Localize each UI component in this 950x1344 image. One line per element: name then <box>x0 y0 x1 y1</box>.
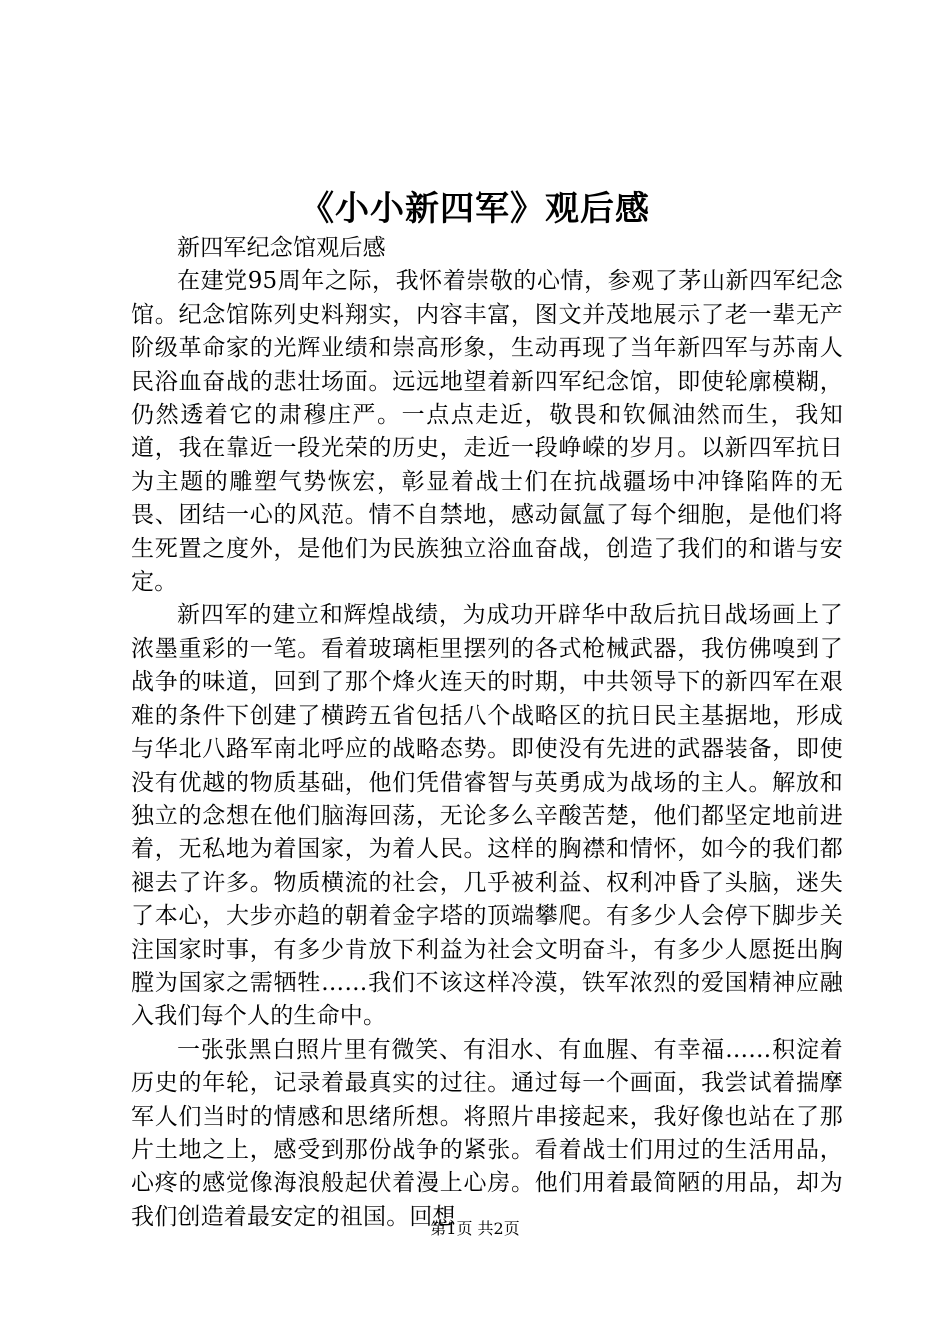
paragraph: 一张张黑白照片里有微笑、有泪水、有血腥、有幸福……积淀着历史的年轮，记录着最真实的过往。通过每一个画面，我尝试着揣摩军人们当时的情感和思绪所想。将照片串接起来，我好像也站在了那片土地之上，感受到那份战争的紧张。看着战士们用过的生活用品，心疼的感觉像海浪般起伏着漫上心房。他们用着最简陋的用品，却为我们创造着最安定的祖国。回想 <box>131 1036 843 1230</box>
document-title: 《小小新四军》观后感 <box>300 189 650 229</box>
page-number-footer: 第1页 共2页 <box>430 1219 520 1238</box>
document-body <box>131 232 843 1234</box>
paragraph: 新四军的建立和辉煌战绩，为成功开辟华中敌后抗日战场画上了浓墨重彩的一笔。看着玻璃柜里摆列的各式枪械武器，我仿佛嗅到了战争的味道，回到了那个烽火连天的时期，中共领导下的新四军在艰难的条件下创建了横跨五省包括八个战略区的抗日民主基据地，形成与华北八路军南北呼应的战略态势。即使没有先进的武器装备，即使没有优越的物质基础，他们凭借睿智与英勇成为战场的主人。解放和独立的念想在他们脑海回荡，无论多么辛酸苦楚，他们都坚定地前进着，无私地为着国家，为着人民。这样的胸襟和情怀，如今的我们都褪去了许多。物质横流的社会，几乎被利益、权利冲昏了头脑，迷失了本心，大步亦趋的朝着金字塔的顶端攀爬。有多少人会停下脚步关注国家时事，有多少肯放下利益为社会文明奋斗，有多少人愿挺出胸膛为国家之需牺牲……我们不该这样冷漠，铁军浓烈的爱国精神应融入我们每个人的生命中。 <box>131 602 843 1030</box>
paragraph-subtitle: 新四军纪念馆观后感 <box>177 235 386 261</box>
paragraph: 在建党95周年之际，我怀着崇敬的心情，参观了茅山新四军纪念馆。纪念馆陈列史料翔实，内容丰富，图文并茂地展示了老一辈无产阶级革命家的光辉业绩和崇高形象，生动再现了当年新四军与苏南人民浴血奋战的悲壮场面。远远地望着新四军纪念馆，即使轮廓模糊，仍然透着它的肃穆庄严。一点点走近，敬畏和钦佩油然而生，我知道，我在靠近一段光荣的历史，走近一段峥嵘的岁月。以新四军抗日为主题的雕塑气势恢宏，彰显着战士们在抗战疆场中冲锋陷阵的无畏、团结一心的风范。情不自禁地，感动氤氲了每个细胞，是他们将生死置之度外，是他们为民族独立浴血奋战，创造了我们的和谐与安定。 <box>131 268 843 596</box>
